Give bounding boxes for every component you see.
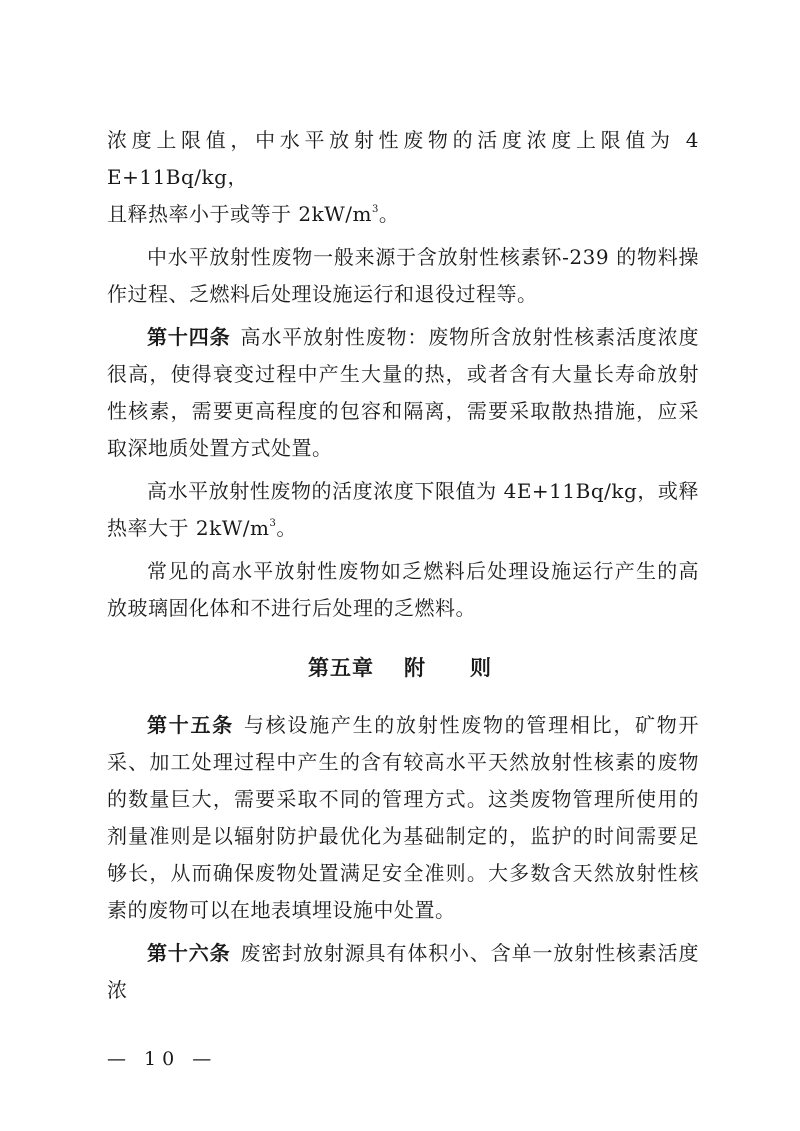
superscript: 3: [371, 204, 379, 215]
chapter-heading: [0, 652, 800, 682]
superscript: 3: [269, 518, 277, 529]
page-number: — 10 —: [107, 1048, 218, 1070]
text: 。: [276, 516, 297, 540]
paragraph: [107, 473, 699, 547]
body-text-bottom: [107, 707, 699, 1009]
body-text-top: [107, 122, 699, 627]
paragraph: 中水平放射性废物一般来源于含放射性核素钚-239 的物料操作过程、乏燃料后处理设施运行和退役过程等。: [107, 245, 699, 306]
article-15: [107, 707, 699, 929]
article-text: 废密封放射源具有体积小、含单一放射性核素活度浓: [107, 941, 700, 1002]
article-title: 第十四条: [147, 325, 231, 349]
paragraph: 常见的高水平放射性废物如乏燃料后处理设施运行产生的高放玻璃固化体和不进行后处理的乏燃料。: [107, 559, 699, 620]
text-line: 且释热率小于或等于 2kW/m: [107, 202, 372, 226]
paragraph-continued: [107, 122, 699, 233]
text: 高水平放射性废物的活度浓度下限值为 4E+11Bq/kg，或释热率大于 2kW/m: [107, 479, 699, 540]
chapter-number: 第五章: [308, 656, 374, 680]
article-14: [107, 319, 699, 467]
text-line: 。: [378, 202, 400, 226]
article-title: 第十五条: [147, 713, 234, 737]
chapter-title-part: 附: [404, 656, 426, 680]
article-16: [107, 935, 699, 1009]
article-text: 高水平放射性废物：废物所含放射性核素活度浓度很高，使得衰变过程中产生大量的热，或者含有大量长寿命放射性核素，需要更高程度的包容和隔离，需要采取散热措施，应采取深地质处置方式处置。: [107, 325, 700, 460]
chapter-title-part: 则: [470, 656, 492, 680]
article-text: 与核设施产生的放射性废物的管理相比，矿物开采、加工处理过程中产生的含有较高水平天然放射性核素的废物的数量巨大，需要采取不同的管理方式。这类废物管理所使用的剂量准则是以辐射防护最优化为基础制定的，监护的时间需要足够长，从而确保废物处置满足安全准则。大多数含天然放射性核素的废物可以在地表填埋设施中处置。: [107, 713, 700, 922]
text-line: 浓度上限值，中水平放射性废物的活度浓度上限值为 4 E+11Bq/kg，: [107, 128, 699, 189]
article-title: 第十六条: [147, 941, 231, 965]
